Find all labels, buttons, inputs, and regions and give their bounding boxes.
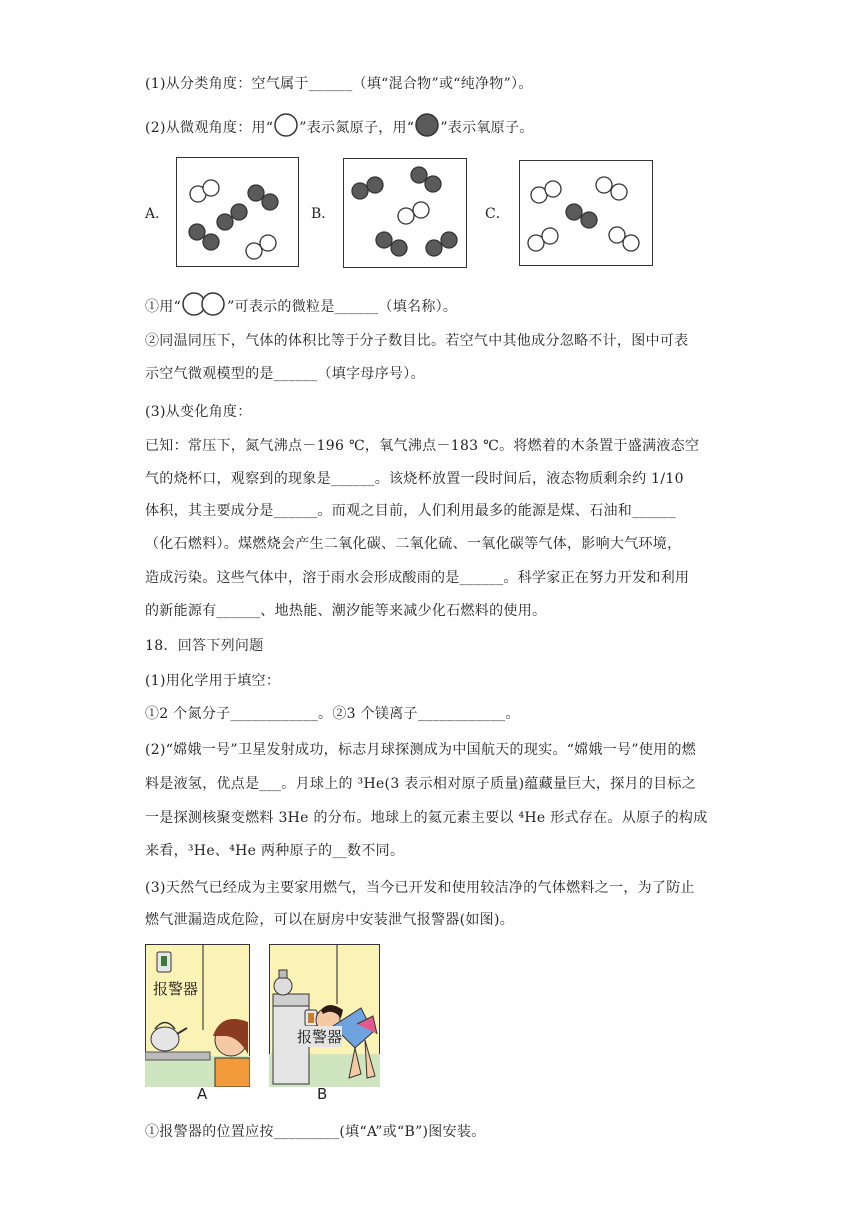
- q17-part2-b: ”表示氮原子，用“: [299, 120, 415, 136]
- text-line-21: 来看，³He、⁴He 两种原子的__数不同。: [145, 843, 405, 859]
- text-line-23: 燃气泄漏造成危险，可以在厨房中安装泄气报警器(如图)。: [145, 912, 515, 928]
- kitchen-illustration-a: [145, 944, 250, 1087]
- text-line-24: ①报警器的位置应按_________(填“A”或“B”)图安装。: [145, 1124, 486, 1140]
- text-line-12: （化石燃料）。煤燃烧会产生二氧化碳、二氧化硫、一氧化碳等气体，影响大气环境，: [145, 536, 682, 552]
- text-line-9: 已知：常压下，氮气沸点－196 ℃，氧气沸点－183 ℃。将燃着的木条置于盛满液态空: [145, 438, 700, 454]
- text-line-22: (3)天然气已经成为主要家用燃气，当今已开发和使用较洁净的气体燃料之一，为了防止: [145, 880, 695, 896]
- alarm-label-a: 报警器: [153, 980, 199, 998]
- q17-part2-a: (2)从微观角度：用“: [145, 120, 274, 136]
- text-line-11: 体积，其主要成分是______。而观之目前，人们利用最多的能源是煤、石油和______: [145, 503, 676, 519]
- option-c-label: C．: [485, 206, 510, 222]
- alarm-label-b: 报警器: [297, 1028, 343, 1046]
- q17-part1: (1)从分类角度：空气属于______（填“混合物”或“纯净物”）。: [145, 76, 533, 92]
- text-line-10: 气的烧杯口，观察到的现象是______。该烧杯放置一段时间后，液态物质剩余约 1/10: [145, 471, 684, 487]
- text-line-13: 造成污染。这些气体中，溶于雨水会形成酸雨的是______。科学家正在努力开发和利用: [145, 570, 690, 586]
- q17-sub1: [145, 291, 457, 323]
- q17-sub1-a: ①用“: [145, 299, 182, 315]
- nitrogen-atom-icon: [273, 112, 299, 144]
- option-a-diagram: [176, 157, 299, 267]
- q18-heading: 18．回答下列问题: [145, 638, 264, 654]
- caption-a: A: [197, 1085, 208, 1103]
- text-line-16: (1)用化学用于填空：: [145, 673, 281, 689]
- q17-part2-c: ”表示氧原子。: [440, 120, 534, 136]
- text-line-8: (3)从变化角度：: [145, 404, 252, 420]
- kitchen-illustration-b: [269, 944, 380, 1087]
- text-line-6: ②同温同压下，气体的体积比等于分子数目比。若空气中其他成分忽略不计，图中可表: [145, 333, 689, 349]
- q17-part2: [145, 112, 534, 144]
- option-b-label: B．: [311, 206, 336, 222]
- text-line-14: 的新能源有______、地热能、潮汐能等来减少化石燃料的使用。: [145, 603, 547, 619]
- option-c-diagram: [519, 160, 653, 266]
- caption-b: B: [317, 1085, 328, 1103]
- text-line-7: 示空气微观模型的是______（填字母序号）。: [145, 366, 425, 382]
- text-line-20: 一是探测核聚变燃料 3He 的分布。地球上的氦元素主要以 ⁴He 形式存在。从原子的构成: [145, 810, 708, 826]
- oxygen-atom-icon: [414, 112, 440, 144]
- nitrogen-molecule-icon: [181, 291, 227, 323]
- option-b-diagram: [343, 158, 467, 268]
- text-line-18: (2)“嫦娥一号”卫星发射成功，标志月球探测成为中国航天的现实。“嫦娥一号”使用的燃: [145, 742, 697, 758]
- q17-sub1-b: ”可表示的微粒是______（填名称）。: [227, 299, 458, 315]
- text-line-17: ①2 个氮分子____________。②3 个镁离子____________。: [145, 706, 520, 722]
- text-line-19: 料是液氢，优点是___。月球上的 ³He(3 表示相对原子质量)蕴藏量巨大，探月的目标之: [145, 776, 697, 792]
- option-a-label: A．: [145, 206, 170, 222]
